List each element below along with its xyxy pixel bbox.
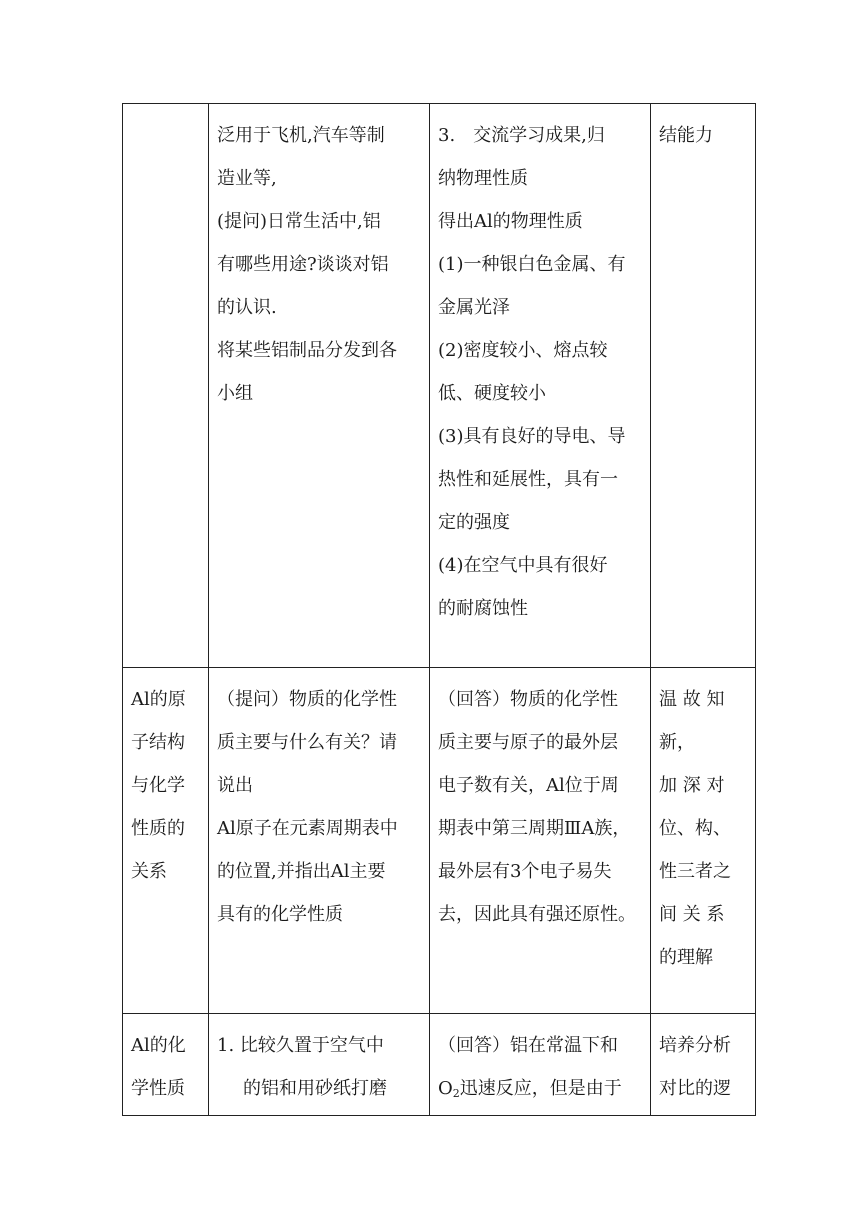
design-purpose-cell	[651, 104, 756, 668]
table-row	[123, 668, 756, 1014]
text-line: 关系	[131, 861, 167, 882]
text-line: 具有的化学性质	[217, 904, 343, 925]
text-line: 质主要与原子的最外层	[438, 732, 618, 753]
text-line: 间 关 系	[659, 904, 725, 925]
topic-cell	[123, 668, 209, 1014]
design-purpose-cell	[651, 668, 756, 1014]
table-row	[123, 104, 756, 668]
text-line: (1)一种银白色金属、有	[438, 254, 626, 275]
text-line: 说出	[217, 775, 253, 796]
text-line: （提问）物质的化学性	[217, 689, 397, 710]
topic-cell	[123, 104, 209, 668]
text-line: 质主要与什么有关？请	[217, 732, 397, 753]
text-line: 金属光泽	[438, 297, 510, 318]
text-line: Al的化	[131, 1035, 186, 1056]
text-line: （回答）铝在常温下和	[438, 1035, 618, 1056]
text-line: 期表中第三周期ⅢA族，	[438, 818, 631, 839]
text-line: 的理解	[659, 947, 713, 968]
student-activity-cell	[430, 668, 651, 1014]
text-line: 最外层有3个电子易失	[438, 861, 612, 882]
text-line: (3)具有良好的导电、导	[438, 426, 626, 447]
text-line: 泛用于飞机,汽车等制	[217, 125, 385, 146]
topic-cell	[123, 1014, 209, 1116]
text-line: 性三者之	[659, 861, 731, 882]
text-line: 造业等,	[217, 168, 277, 189]
text-line: 新，	[659, 732, 695, 753]
text-line: 性质的	[131, 818, 185, 839]
text-line: 热性和延展性，具有一	[438, 469, 618, 490]
oxygen-subscript: 2	[452, 1087, 460, 1100]
text-line: (2)密度较小、熔点较	[438, 340, 608, 361]
student-activity-cell	[430, 104, 651, 668]
table-row	[123, 1014, 756, 1116]
text-line: 有哪些用途?谈谈对铝	[217, 254, 389, 275]
text-line: 低、硬度较小	[438, 383, 546, 404]
teacher-activity-cell	[209, 1014, 430, 1116]
text-line: 学性质	[131, 1078, 185, 1099]
text-line: (4)在空气中具有很好	[438, 555, 608, 576]
text-line: 1. 比较久置于空气中	[217, 1035, 384, 1056]
text-line: 小组	[217, 383, 253, 404]
text-line: 加 深 对	[659, 775, 725, 796]
text-line	[438, 1067, 642, 1115]
text-line: 结能力	[659, 125, 713, 146]
text-line: 与化学	[131, 775, 185, 796]
text-line: 的铝和用砂纸打磨	[243, 1078, 387, 1099]
text-line: 位、构、	[659, 818, 731, 839]
teacher-activity-cell	[209, 668, 430, 1014]
text-line: 定的强度	[438, 512, 510, 533]
text-line: (提问)日常生活中,铝	[217, 211, 381, 232]
text-line: 电子数有关，Al位于周	[438, 775, 619, 796]
text-line: 去，因此具有强还原性。	[438, 904, 636, 925]
teacher-activity-cell	[209, 104, 430, 668]
text-line: 的位置,并指出Al主要	[217, 861, 386, 882]
text-line: 的认识.	[217, 297, 277, 318]
text-line: Al的原	[131, 689, 186, 710]
oxygen-symbol: O	[438, 1078, 453, 1099]
text-line: 3. 交流学习成果,归	[438, 125, 605, 146]
student-activity-cell	[430, 1014, 651, 1116]
text-line: （回答）物质的化学性	[438, 689, 618, 710]
text-line: 将某些铝制品分发到各	[217, 340, 397, 361]
text-line: 纳物理性质	[438, 168, 528, 189]
design-purpose-cell	[651, 1014, 756, 1116]
text-line: 对比的逻	[659, 1078, 731, 1099]
text-fragment: 迅速反应，但是由于	[459, 1078, 622, 1099]
text-line: Al原子在元素周期表中	[217, 818, 398, 839]
text-line: 温 故 知	[659, 689, 725, 710]
text-line: 的耐腐蚀性	[438, 598, 528, 619]
text-line: 子结构	[131, 732, 185, 753]
lesson-plan-table	[122, 103, 756, 1116]
text-line: 得出Al的物理性质	[438, 211, 583, 232]
text-line: 培养分析	[659, 1035, 731, 1056]
